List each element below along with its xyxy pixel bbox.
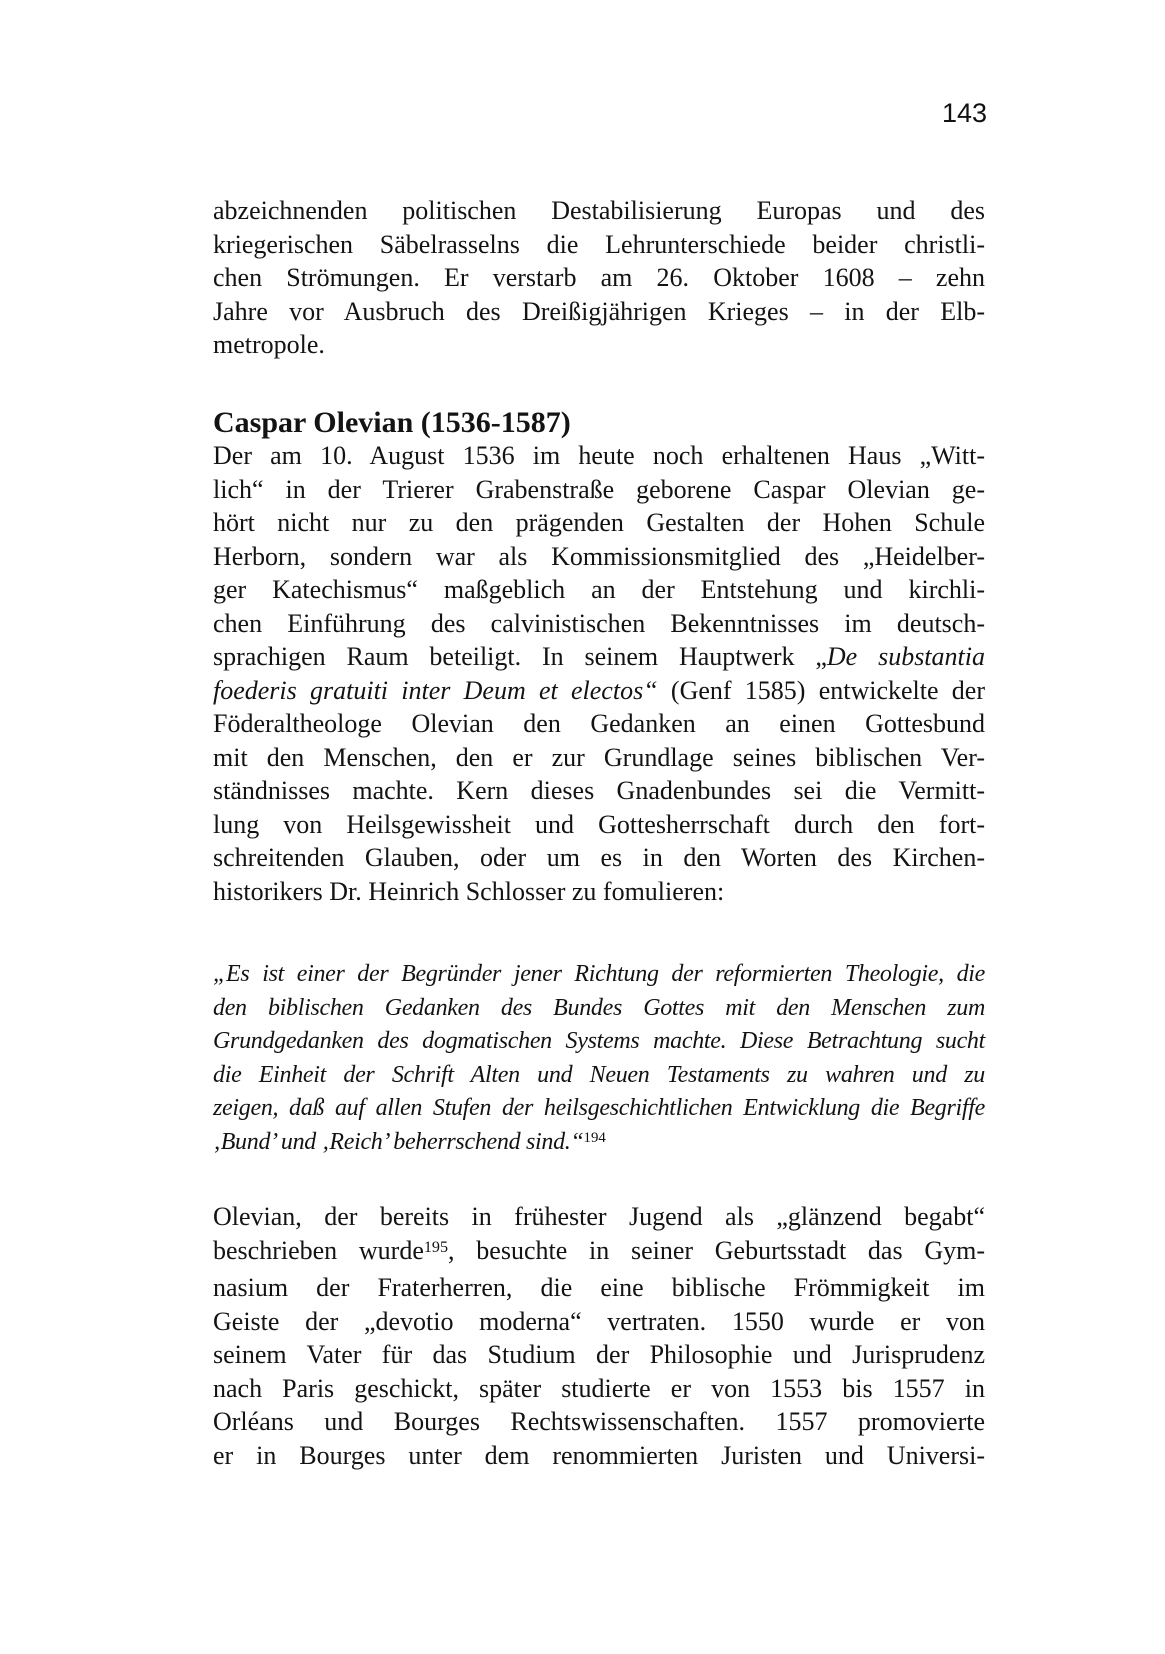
text-line: zeigen, daß auf allen Stufen der heilsgeschichtlichen Entwicklung die Begriffe: [213, 1095, 985, 1121]
text-line: schreitenden Glauben, oder um es in den Worten des Kirchen-: [213, 843, 985, 872]
text-line: sprachigen Raum beteiligt. In seinem Hauptwerk „De substantia: [213, 642, 985, 671]
text-line: foederis gratuiti inter Deum et electos“ (Genf 1585) entwickelte der: [213, 675, 985, 705]
text-line: Der am 10. August 1536 im heute noch erhaltenen Haus „Witt-: [213, 441, 985, 470]
text-line: historikers Dr. Heinrich Schlosser zu fomulieren:: [213, 876, 725, 906]
text-line: Föderaltheologe Olevian den Gedanken an einen Gottesbund: [213, 709, 985, 738]
text-line: kriegerischen Säbelrasselns die Lehrunterschiede beider christli-: [213, 229, 985, 259]
text-line: ständnisses machte. Kern dieses Gnadenbundes sei die Vermitt-: [213, 776, 985, 805]
paragraph-olevian-youth: [213, 1200, 985, 1472]
text-line: metropole.: [213, 330, 325, 359]
text-line: Jahre vor Ausbruch des Dreißigjährigen Krieges – in der Elb-: [213, 296, 985, 326]
text-line: lich“ in der Trierer Grabenstraße geborene Caspar Olevian ge-: [213, 474, 985, 504]
paragraph-continuation: [213, 194, 985, 362]
text-line: beschrieben wurde$^{195}$, besuchte in seiner Geburtsstadt das Gym-: [213, 1235, 985, 1265]
text-line: nasium der Fraterherren, die eine biblische Frömmigkeit im: [213, 1273, 985, 1302]
text-line: seinem Vater für das Studium der Philosophie und Jurisprudenz: [213, 1340, 985, 1369]
text-line: nach Paris geschickt, später studierte er von 1553 bis 1557 in: [213, 1373, 985, 1403]
text-line: Grundgedanken des dogmatischen Systems machte. Diese Betrachtung sucht: [213, 1028, 985, 1054]
section-heading: Caspar Olevian (1536-1587): [213, 405, 571, 439]
text-line: die Einheit der Schrift Alten und Neuen Testaments zu wahren und zu: [213, 1061, 985, 1088]
text-line: mit den Menschen, den er zur Grundlage seines biblischen Ver-: [213, 742, 985, 772]
text-line: lung von Heilsgewissheit und Gottesherrschaft durch den fort-: [213, 809, 985, 839]
page-number: 143: [941, 98, 987, 128]
text-line: den biblischen Gedanken des Bundes Gottes mit den Menschen zum: [213, 994, 985, 1021]
page-content: [213, 194, 985, 1472]
text-line: er in Bourges unter dem renommierten Juristen und Universi-: [213, 1440, 985, 1470]
text-line: Geiste der „devotio moderna“ vertraten. 1550 wurde er von: [213, 1306, 985, 1336]
text-line: ger Katechismus“ maßgeblich an der Entstehung und kirchli-: [213, 575, 985, 604]
text-line: Herborn, sondern war als Kommissionsmitglied des „Heidelber-: [213, 541, 985, 571]
text-line: „Es ist einer der Begründer jener Richtung der reformierten Theologie, die: [213, 961, 985, 987]
text-line: chen Strömungen. Er verstarb am 26. Oktober 1608 – zehn: [213, 263, 985, 292]
blockquote-schlosser: [213, 958, 985, 1162]
text-line: Orléans und Bourges Rechtswissenschaften. 1557 promovierte: [213, 1407, 985, 1436]
text-line: hört nicht nur zu den prägenden Gestalten der Hohen Schule: [213, 508, 985, 537]
text-line: abzeichnenden politischen Destabilisierung Europas und des: [213, 196, 985, 225]
text-line: ‚Bund’ und ‚Reich’ beherrschend sind.“$^{194}$: [213, 1128, 606, 1155]
paragraph-olevian-intro: [213, 439, 985, 908]
text-line: chen Einführung des calvinistischen Bekenntnisses im deutsch-: [213, 608, 985, 638]
text-line: Olevian, der bereits in frühester Jugend als „glänzend begabt“: [213, 1202, 985, 1231]
